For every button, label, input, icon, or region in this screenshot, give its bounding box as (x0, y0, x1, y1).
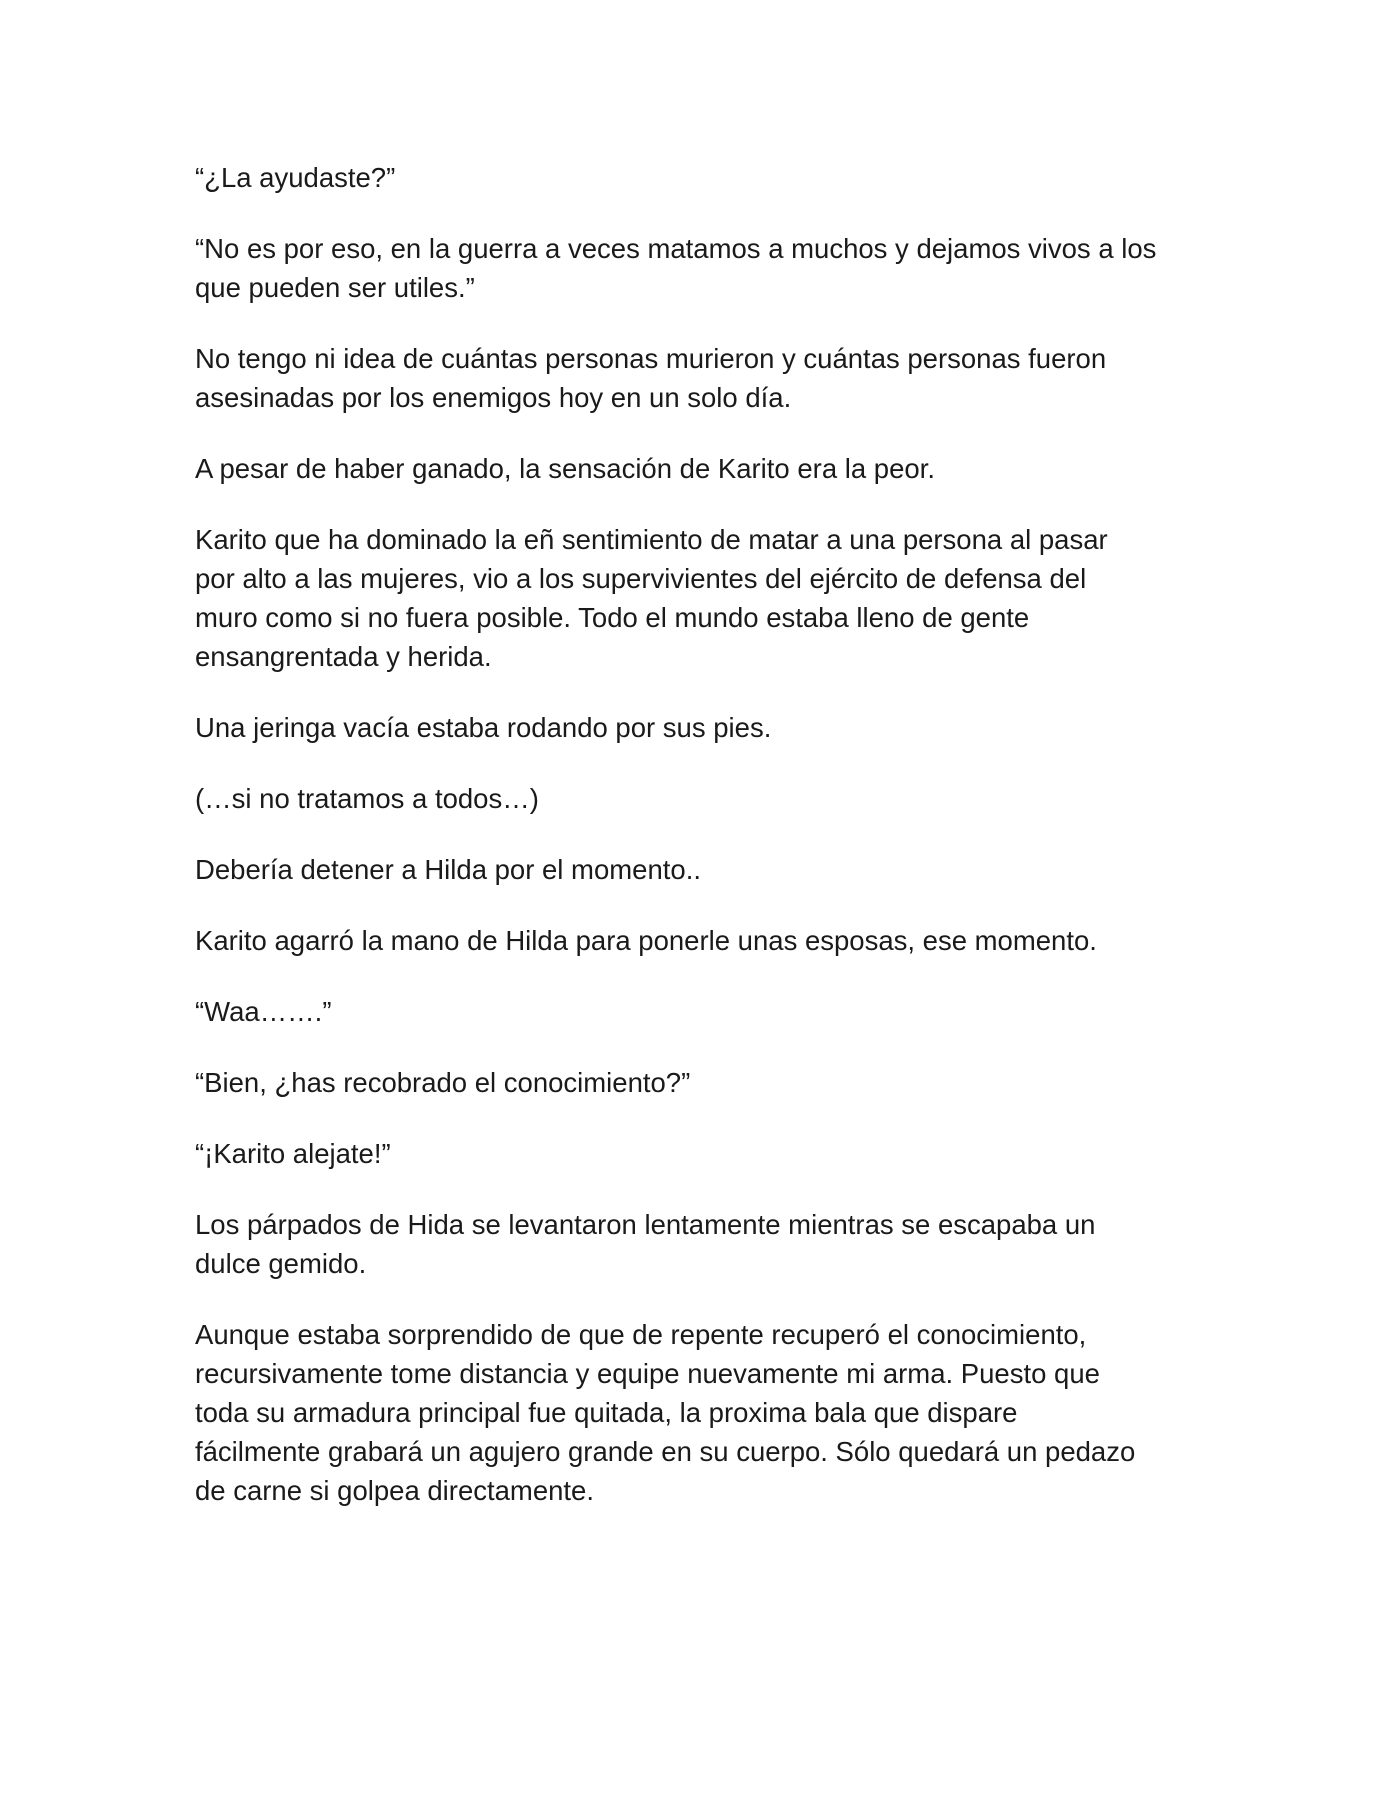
paragraph: Karito agarró la mano de Hilda para ponerle unas esposas, ese momento. (195, 925, 1097, 956)
paragraph: Una jeringa vacía estaba rodando por sus pies. (195, 712, 772, 743)
paragraph: No tengo ni idea de cuántas personas murieron y cuántas personas fueron asesinadas por los enemigos hoy en un solo día. (195, 343, 1107, 413)
paragraph: “Waa…….” (195, 996, 332, 1027)
paragraph: “Bien, ¿has recobrado el conocimiento?” (195, 1067, 691, 1098)
paragraph: Karito que ha dominado la eñ sentimiento de matar a una persona al pasar por alto a las mujeres, vio a los supervivientes del ejército de defensa del muro como si no fuera posible. Todo el mundo estaba lleno de gente ensangrentada y herida. (195, 524, 1108, 672)
paragraph: Aunque estaba sorprendido de que de repente recuperó el conocimiento, recursivamente tome distancia y equipe nuevamente mi arma. Puesto que toda su armadura principal fue quitada, la proxima bala que dispare fácilmente grabará un agujero grande en su cuerpo. Sólo quedará un pedazo de carne si golpea directamente. (195, 1319, 1136, 1506)
paragraph: Los párpados de Hida se levantaron lentamente mientras se escapaba un dulce gemido. (195, 1209, 1096, 1279)
paragraph: Debería detener a Hilda por el momento.. (195, 854, 701, 885)
paragraph: (…si no tratamos a todos…) (195, 783, 539, 814)
paragraph: “¡Karito alejate!” (195, 1138, 391, 1169)
paragraph: “¿La ayudaste?” (195, 162, 396, 193)
paragraph: “No es por eso, en la guerra a veces matamos a muchos y dejamos vivos a los que pueden ser utiles.” (195, 233, 1157, 303)
paragraph: A pesar de haber ganado, la sensación de Karito era la peor. (195, 453, 935, 484)
document-body (195, 158, 1210, 1542)
